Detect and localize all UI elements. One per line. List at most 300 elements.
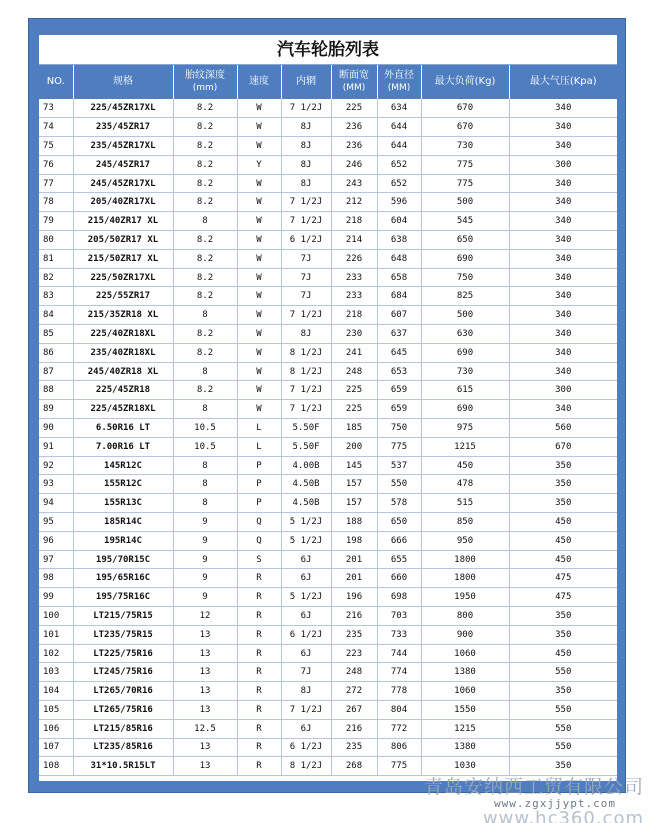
cell-max-load: 1060 [421, 682, 509, 701]
cell-speed: W [237, 193, 281, 212]
cell-outer-diameter: 772 [377, 719, 421, 738]
cell-section-width: 188 [331, 513, 377, 532]
cell-outer-diameter: 698 [377, 588, 421, 607]
table-row [39, 663, 617, 682]
cell-max-pressure: 340 [509, 137, 617, 156]
cell-no: 73 [39, 99, 73, 118]
cell-speed: W [237, 306, 281, 325]
table-row [39, 757, 617, 776]
cell-max-load: 1800 [421, 550, 509, 569]
cell-speed: R [237, 625, 281, 644]
cell-max-pressure: 340 [509, 306, 617, 325]
cell-spec: 185R14C [73, 513, 173, 532]
cell-no: 82 [39, 268, 73, 287]
cell-section-width: 241 [331, 343, 377, 362]
cell-section-width: 248 [331, 663, 377, 682]
cell-rim: 4.00B [281, 456, 331, 475]
cell-spec: 145R12C [73, 456, 173, 475]
cell-tread-depth: 8 [173, 475, 237, 494]
cell-max-pressure: 340 [509, 325, 617, 344]
cell-spec: 245/40ZR18 XL [73, 362, 173, 381]
cell-spec: 225/50ZR17XL [73, 268, 173, 287]
cell-rim: 6 1/2J [281, 625, 331, 644]
cell-spec: 205/40ZR17XL [73, 193, 173, 212]
table-row [39, 99, 617, 118]
tire-list-sheet [39, 35, 617, 781]
header-label: 内辋 [296, 76, 316, 87]
cell-speed: R [237, 757, 281, 776]
cell-max-pressure: 340 [509, 249, 617, 268]
cell-rim: 7 1/2J [281, 306, 331, 325]
cell-outer-diameter: 806 [377, 738, 421, 757]
cell-section-width: 196 [331, 588, 377, 607]
cell-tread-depth: 8.2 [173, 381, 237, 400]
cell-spec: 225/55ZR17 [73, 287, 173, 306]
cell-section-width: 235 [331, 625, 377, 644]
header-label: 最大负荷(Kg) [434, 76, 496, 87]
table-row [39, 419, 617, 438]
cell-tread-depth: 13 [173, 625, 237, 644]
cell-max-load: 775 [421, 155, 509, 174]
cell-spec: LT265/70R16 [73, 682, 173, 701]
cell-max-pressure: 340 [509, 343, 617, 362]
cell-speed: W [237, 362, 281, 381]
cell-max-load: 500 [421, 193, 509, 212]
cell-tread-depth: 8.2 [173, 343, 237, 362]
cell-rim: 6 1/2J [281, 231, 331, 250]
cell-tread-depth: 13 [173, 663, 237, 682]
cell-rim: 7J [281, 249, 331, 268]
cell-spec: 225/45ZR18XL [73, 400, 173, 419]
table-row [39, 155, 617, 174]
cell-max-pressure: 350 [509, 456, 617, 475]
cell-outer-diameter: 652 [377, 174, 421, 193]
cell-outer-diameter: 634 [377, 99, 421, 118]
cell-speed: W [237, 343, 281, 362]
cell-tread-depth: 8.2 [173, 174, 237, 193]
cell-spec: LT215/85R16 [73, 719, 173, 738]
cell-spec: LT235/75R15 [73, 625, 173, 644]
cell-no: 99 [39, 588, 73, 607]
cell-speed: R [237, 663, 281, 682]
cell-no: 79 [39, 212, 73, 231]
cell-speed: W [237, 231, 281, 250]
cell-speed: R [237, 588, 281, 607]
table-row [39, 494, 617, 513]
watermark-url-main: www.hc360.com [482, 808, 644, 823]
cell-speed: R [237, 682, 281, 701]
cell-section-width: 225 [331, 99, 377, 118]
cell-no: 104 [39, 682, 73, 701]
cell-max-load: 975 [421, 419, 509, 438]
cell-rim: 7J [281, 287, 331, 306]
table-row [39, 325, 617, 344]
cell-speed: Q [237, 531, 281, 550]
cell-max-pressure: 340 [509, 99, 617, 118]
cell-outer-diameter: 775 [377, 757, 421, 776]
cell-spec: 245/45ZR17 [73, 155, 173, 174]
cell-max-pressure: 450 [509, 531, 617, 550]
table-row [39, 531, 617, 550]
cell-tread-depth: 8.2 [173, 99, 237, 118]
table-row [39, 588, 617, 607]
cell-speed: W [237, 212, 281, 231]
cell-max-load: 478 [421, 475, 509, 494]
cell-outer-diameter: 637 [377, 325, 421, 344]
cell-max-load: 1950 [421, 588, 509, 607]
cell-max-pressure: 340 [509, 287, 617, 306]
cell-speed: W [237, 99, 281, 118]
tire-table [39, 65, 617, 776]
cell-spec: 205/50ZR17 XL [73, 231, 173, 250]
cell-max-load: 615 [421, 381, 509, 400]
cell-max-load: 1550 [421, 701, 509, 720]
cell-tread-depth: 8 [173, 494, 237, 513]
header-label: 最大气压(Kpa) [529, 76, 597, 87]
cell-max-load: 690 [421, 249, 509, 268]
cell-tread-depth: 8 [173, 362, 237, 381]
cell-max-load: 825 [421, 287, 509, 306]
cell-section-width: 233 [331, 268, 377, 287]
cell-no: 103 [39, 663, 73, 682]
cell-speed: W [237, 249, 281, 268]
cell-rim: 4.50B [281, 475, 331, 494]
cell-outer-diameter: 648 [377, 249, 421, 268]
cell-spec: LT265/75R16 [73, 701, 173, 720]
cell-section-width: 157 [331, 475, 377, 494]
cell-outer-diameter: 578 [377, 494, 421, 513]
cell-section-width: 212 [331, 193, 377, 212]
cell-max-pressure: 350 [509, 607, 617, 626]
cell-outer-diameter: 775 [377, 437, 421, 456]
cell-tread-depth: 9 [173, 513, 237, 532]
cell-max-load: 1215 [421, 437, 509, 456]
cell-no: 87 [39, 362, 73, 381]
cell-speed: W [237, 137, 281, 156]
cell-max-load: 630 [421, 325, 509, 344]
cell-no: 95 [39, 513, 73, 532]
table-row [39, 212, 617, 231]
cell-rim: 5.50F [281, 437, 331, 456]
cell-tread-depth: 8 [173, 212, 237, 231]
cell-section-width: 230 [331, 325, 377, 344]
cell-no: 93 [39, 475, 73, 494]
cell-section-width: 248 [331, 362, 377, 381]
cell-no: 102 [39, 644, 73, 663]
cell-max-load: 690 [421, 400, 509, 419]
cell-no: 77 [39, 174, 73, 193]
cell-spec: 225/45ZR17XL [73, 99, 173, 118]
cell-tread-depth: 13 [173, 682, 237, 701]
cell-section-width: 198 [331, 531, 377, 550]
cell-speed: W [237, 118, 281, 137]
cell-max-load: 500 [421, 306, 509, 325]
table-row [39, 513, 617, 532]
cell-spec: 215/50ZR17 XL [73, 249, 173, 268]
cell-section-width: 145 [331, 456, 377, 475]
header-no [39, 65, 73, 99]
cell-outer-diameter: 645 [377, 343, 421, 362]
cell-section-width: 216 [331, 719, 377, 738]
cell-max-load: 800 [421, 607, 509, 626]
table-row [39, 137, 617, 156]
cell-outer-diameter: 659 [377, 400, 421, 419]
cell-section-width: 225 [331, 400, 377, 419]
cell-outer-diameter: 703 [377, 607, 421, 626]
cell-section-width: 157 [331, 494, 377, 513]
cell-tread-depth: 13 [173, 701, 237, 720]
table-row [39, 249, 617, 268]
table-row [39, 456, 617, 475]
cell-section-width: 236 [331, 118, 377, 137]
cell-no: 101 [39, 625, 73, 644]
header-max-load [421, 65, 509, 99]
header-label: 速度 [249, 76, 269, 87]
cell-no: 108 [39, 757, 73, 776]
page-title: 汽车轮胎列表 [39, 35, 617, 65]
cell-spec: 225/45ZR18 [73, 381, 173, 400]
header-rim [281, 65, 331, 99]
cell-speed: R [237, 569, 281, 588]
cell-speed: Q [237, 513, 281, 532]
cell-no: 74 [39, 118, 73, 137]
cell-tread-depth: 9 [173, 569, 237, 588]
cell-rim: 6J [281, 550, 331, 569]
table-row [39, 475, 617, 494]
cell-rim: 8 1/2J [281, 343, 331, 362]
cell-tread-depth: 12 [173, 607, 237, 626]
cell-no: 105 [39, 701, 73, 720]
table-row [39, 550, 617, 569]
cell-tread-depth: 8 [173, 456, 237, 475]
cell-max-pressure: 350 [509, 682, 617, 701]
cell-speed: R [237, 701, 281, 720]
cell-speed: R [237, 607, 281, 626]
cell-no: 107 [39, 738, 73, 757]
cell-rim: 8J [281, 682, 331, 701]
cell-max-load: 515 [421, 494, 509, 513]
cell-spec: LT215/75R15 [73, 607, 173, 626]
cell-spec: 195R14C [73, 531, 173, 550]
cell-speed: L [237, 419, 281, 438]
table-row [39, 343, 617, 362]
watermark [424, 776, 644, 823]
cell-tread-depth: 8 [173, 306, 237, 325]
cell-max-pressure: 350 [509, 494, 617, 513]
cell-max-load: 670 [421, 118, 509, 137]
header-label: 胎纹深度 [185, 70, 225, 81]
cell-no: 86 [39, 343, 73, 362]
cell-no: 91 [39, 437, 73, 456]
cell-rim: 5 1/2J [281, 531, 331, 550]
table-row [39, 719, 617, 738]
header-max-pressure [509, 65, 617, 99]
cell-rim: 7 1/2J [281, 99, 331, 118]
cell-section-width: 201 [331, 550, 377, 569]
cell-outer-diameter: 778 [377, 682, 421, 701]
table-body [39, 99, 617, 776]
cell-no: 96 [39, 531, 73, 550]
cell-section-width: 225 [331, 381, 377, 400]
cell-max-load: 1800 [421, 569, 509, 588]
cell-max-pressure: 340 [509, 174, 617, 193]
cell-spec: 235/40ZR18XL [73, 343, 173, 362]
cell-rim: 8 1/2J [281, 362, 331, 381]
header-speed [237, 65, 281, 99]
cell-outer-diameter: 604 [377, 212, 421, 231]
cell-max-pressure: 340 [509, 400, 617, 419]
cell-max-pressure: 340 [509, 118, 617, 137]
cell-speed: W [237, 381, 281, 400]
cell-no: 90 [39, 419, 73, 438]
cell-outer-diameter: 660 [377, 569, 421, 588]
cell-max-load: 1030 [421, 757, 509, 776]
cell-no: 89 [39, 400, 73, 419]
cell-tread-depth: 8.2 [173, 287, 237, 306]
cell-section-width: 243 [331, 174, 377, 193]
cell-max-pressure: 450 [509, 513, 617, 532]
cell-max-pressure: 550 [509, 738, 617, 757]
table-row [39, 268, 617, 287]
cell-spec: 6.50R16 LT [73, 419, 173, 438]
cell-section-width: 246 [331, 155, 377, 174]
cell-tread-depth: 8.2 [173, 118, 237, 137]
table-row [39, 193, 617, 212]
cell-max-load: 545 [421, 212, 509, 231]
header-tread-depth [173, 65, 237, 99]
table-row [39, 738, 617, 757]
cell-max-pressure: 350 [509, 625, 617, 644]
cell-speed: L [237, 437, 281, 456]
cell-no: 98 [39, 569, 73, 588]
header-spec [73, 65, 173, 99]
cell-max-pressure: 350 [509, 475, 617, 494]
cell-rim: 7 1/2J [281, 701, 331, 720]
cell-section-width: 201 [331, 569, 377, 588]
cell-speed: W [237, 174, 281, 193]
cell-max-load: 1060 [421, 644, 509, 663]
cell-rim: 6J [281, 719, 331, 738]
cell-rim: 8J [281, 155, 331, 174]
cell-speed: R [237, 738, 281, 757]
cell-spec: 195/70R15C [73, 550, 173, 569]
cell-tread-depth: 13 [173, 644, 237, 663]
cell-max-pressure: 475 [509, 569, 617, 588]
cell-spec: 155R12C [73, 475, 173, 494]
cell-max-pressure: 340 [509, 362, 617, 381]
header-section-width [331, 65, 377, 99]
cell-rim: 7J [281, 663, 331, 682]
cell-spec: 235/45ZR17 [73, 118, 173, 137]
cell-spec: 225/40ZR18XL [73, 325, 173, 344]
cell-tread-depth: 12.5 [173, 719, 237, 738]
cell-max-pressure: 560 [509, 419, 617, 438]
cell-spec: 245/45ZR17XL [73, 174, 173, 193]
cell-max-pressure: 475 [509, 588, 617, 607]
table-row [39, 306, 617, 325]
cell-outer-diameter: 659 [377, 381, 421, 400]
cell-max-load: 1380 [421, 738, 509, 757]
watermark-url-site: www.zgxjjypt.com [494, 797, 616, 810]
cell-no: 78 [39, 193, 73, 212]
cell-no: 76 [39, 155, 73, 174]
cell-spec: LT225/75R16 [73, 644, 173, 663]
cell-max-load: 690 [421, 343, 509, 362]
cell-speed: W [237, 268, 281, 287]
cell-section-width: 200 [331, 437, 377, 456]
cell-rim: 7 1/2J [281, 193, 331, 212]
cell-tread-depth: 10.5 [173, 437, 237, 456]
cell-max-load: 1380 [421, 663, 509, 682]
cell-no: 80 [39, 231, 73, 250]
cell-max-load: 950 [421, 531, 509, 550]
cell-max-load: 670 [421, 99, 509, 118]
cell-section-width: 216 [331, 607, 377, 626]
table-row [39, 287, 617, 306]
cell-section-width: 185 [331, 419, 377, 438]
cell-rim: 5.50F [281, 419, 331, 438]
cell-tread-depth: 9 [173, 550, 237, 569]
cell-speed: R [237, 644, 281, 663]
cell-spec: LT235/85R16 [73, 738, 173, 757]
cell-section-width: 218 [331, 212, 377, 231]
cell-outer-diameter: 744 [377, 644, 421, 663]
cell-spec: 215/40ZR17 XL [73, 212, 173, 231]
cell-outer-diameter: 652 [377, 155, 421, 174]
header-outer-diameter [377, 65, 421, 99]
cell-rim: 7 1/2J [281, 381, 331, 400]
cell-max-pressure: 670 [509, 437, 617, 456]
table-row [39, 381, 617, 400]
cell-max-load: 730 [421, 137, 509, 156]
header-unit: (mm) [192, 83, 218, 93]
cell-no: 85 [39, 325, 73, 344]
cell-rim: 6J [281, 569, 331, 588]
cell-outer-diameter: 774 [377, 663, 421, 682]
cell-outer-diameter: 607 [377, 306, 421, 325]
cell-speed: P [237, 494, 281, 513]
cell-no: 100 [39, 607, 73, 626]
cell-max-load: 730 [421, 362, 509, 381]
cell-max-pressure: 550 [509, 701, 617, 720]
cell-max-pressure: 340 [509, 212, 617, 231]
cell-section-width: 218 [331, 306, 377, 325]
header-label: 断面宽 [339, 70, 369, 81]
header-unit: (MM) [387, 83, 411, 93]
cell-speed: P [237, 456, 281, 475]
cell-outer-diameter: 804 [377, 701, 421, 720]
cell-tread-depth: 8.2 [173, 325, 237, 344]
table-row [39, 118, 617, 137]
cell-no: 81 [39, 249, 73, 268]
cell-rim: 8J [281, 174, 331, 193]
header-label: 规格 [113, 76, 133, 87]
cell-tread-depth: 8.2 [173, 155, 237, 174]
cell-section-width: 223 [331, 644, 377, 663]
cell-outer-diameter: 666 [377, 531, 421, 550]
cell-tread-depth: 8.2 [173, 249, 237, 268]
cell-speed: W [237, 325, 281, 344]
cell-no: 84 [39, 306, 73, 325]
cell-section-width: 236 [331, 137, 377, 156]
cell-outer-diameter: 750 [377, 419, 421, 438]
cell-outer-diameter: 655 [377, 550, 421, 569]
cell-rim: 6 1/2J [281, 738, 331, 757]
cell-max-pressure: 550 [509, 663, 617, 682]
cell-no: 88 [39, 381, 73, 400]
cell-max-pressure: 300 [509, 381, 617, 400]
cell-tread-depth: 10.5 [173, 419, 237, 438]
